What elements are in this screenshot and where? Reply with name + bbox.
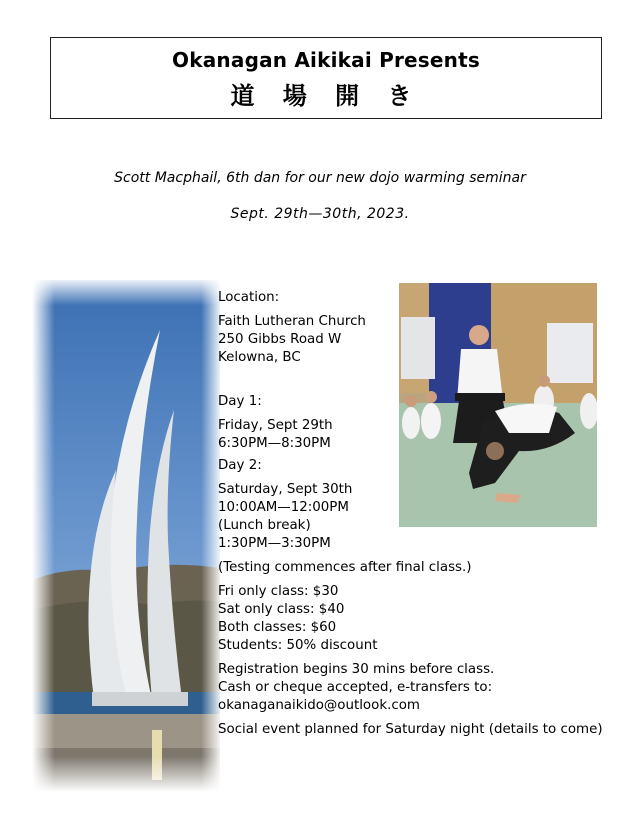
day1-heading: Day 1: [218,394,262,409]
day2-line: Saturday, Sept 30th [218,482,353,497]
event-title: Okanagan Aikikai Presents [172,48,480,72]
testing-note: (Testing commences after final class.) [218,560,472,575]
location-heading: Location: [218,290,280,305]
day2-line: 10:00AM—12:00PM [218,500,349,515]
day2-line: 1:30PM—3:30PM [218,536,331,551]
registration-line: Registration begins 30 mins before class. [218,662,495,677]
instructor-line: Scott Macphail, 6th dan for our new dojo warming seminar [114,170,526,186]
day2-heading: Day 2: [218,458,262,473]
day1-line: Friday, Sept 29th [218,418,333,433]
day2-line: (Lunch break) [218,518,311,533]
price-line: Sat only class: $40 [218,602,345,617]
location-line: 250 Gibbs Road W [218,332,342,347]
dates-line: Sept. 29th—30th, 2023. [230,206,410,222]
sail-sculpture-photo [32,280,220,792]
price-line: Fri only class: $30 [218,584,339,599]
social-note: Social event planned for Saturday night (details to come) [218,722,603,737]
location-line: Kelowna, BC [218,350,301,365]
registration-line: Cash or cheque accepted, e-transfers to: [218,680,493,695]
dojo-opening-japanese: 道 場 開 き [230,82,422,110]
day1-line: 6:30PM—8:30PM [218,436,331,451]
price-line: Both classes: $60 [218,620,337,635]
title-box [50,37,602,119]
price-line: Students: 50% discount [218,638,378,653]
event-details [218,289,628,739]
location-line: Faith Lutheran Church [218,314,366,329]
contact-email: okanaganaikido@outlook.com [218,698,420,713]
